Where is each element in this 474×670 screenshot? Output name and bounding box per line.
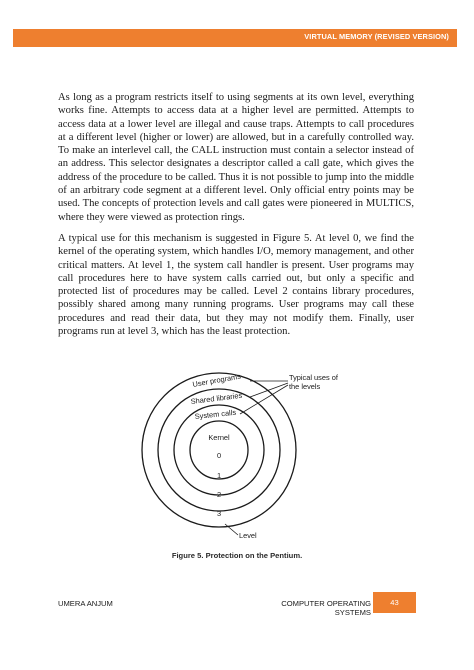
paragraph-2: A typical use for this mechanism is suggested in Figure 5. At level 0, we find the kernel of the operating system, which handles I/O, memory management, and other critical matters. At level 1, the system call handler is present. User programs may call procedures here to have system calls carried out, but only a specific and protected list of procedures may be called. Level 2 contains library procedures, possibly shared among many running programs. User programs may call these procedures and read their data, but they may not modify them. Finally, user programs run at level 3, which has the least protection. [58, 233, 414, 338]
header-title: VIRTUAL MEMORY (REVISED VERSION) [304, 32, 449, 41]
ring-label-user-programs: User programs [191, 371, 242, 389]
level-1-label: 1 [216, 471, 222, 480]
page-number: 43 [390, 598, 399, 607]
level-axis-label: Level [239, 531, 257, 540]
figure-caption: Figure 5. Protection on the Pentium. [171, 551, 303, 560]
ring-label-system-calls: System calls [194, 407, 237, 421]
ring-label-shared-libraries: Shared libraries [190, 390, 243, 406]
paragraph-1: As long as a program restricts itself to using segments at its own level, everything works fine. Attempts to access data at a higher level are permitted. Attempts to access data at a lower level are illegal and cause traps. Attempts to call procedures at a different level (higher or lower) are allowed, but in a carefully controlled way. To make an interlevel call, the CALL instruction must contain a selector instead of an address. This selector designates a descriptor called a call gate, which gives the address of the procedure to be called. Thus it is not possible to jump into the middle of an arbitrary code segment at a different level. Only official entry points may be used. The concepts of protection levels and call gates were pioneered in MULTICS, where they were viewed as protection rings. [58, 92, 414, 223]
footer-course: COMPUTER OPERATING SYSTEMS [281, 599, 371, 617]
level-3-label: 3 [216, 509, 222, 518]
annotation-line-1: Typical uses of [289, 373, 338, 382]
level-0-label: 0 [216, 451, 222, 460]
header-bar [13, 29, 457, 47]
page-number-box [373, 592, 416, 613]
footer-author: UMERA ANJUM [58, 599, 113, 608]
kernel-label: Kernel [208, 433, 230, 442]
ring-level-1 [174, 405, 264, 495]
protection-rings-diagram [140, 356, 340, 544]
level-2-label: 2 [216, 490, 222, 499]
annotation-line-2: the levels [289, 382, 321, 391]
